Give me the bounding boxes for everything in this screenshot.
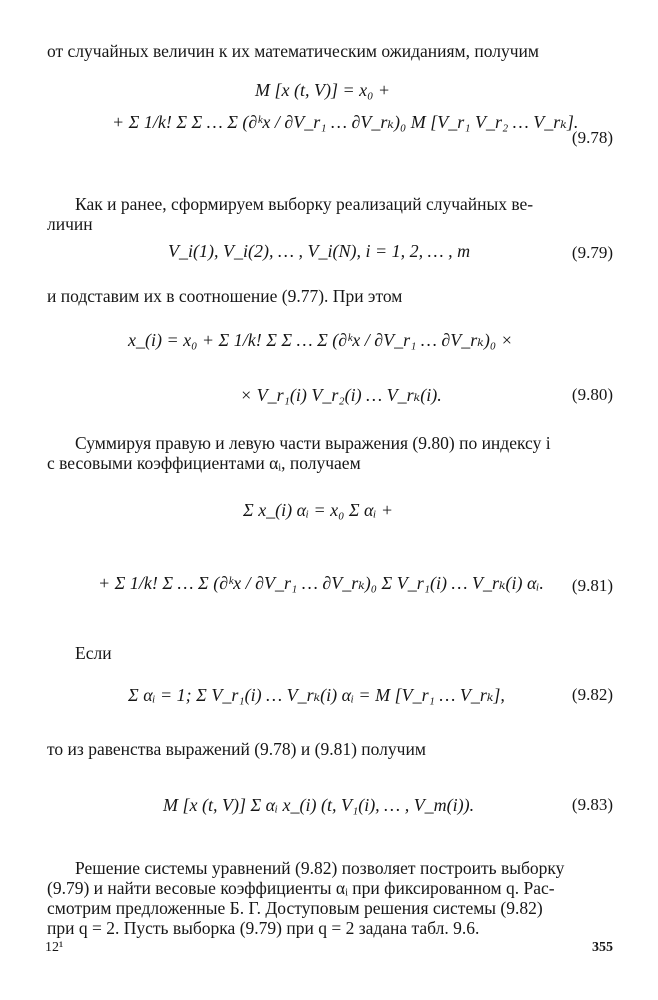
paragraph-5: то из равенства выражений (9.78) и (9.81) получим xyxy=(47,739,426,759)
paragraph-4: Если xyxy=(75,643,112,663)
equation-number-9-82: (9.82) xyxy=(571,685,613,704)
equation-number-9-79: (9.79) xyxy=(571,243,613,262)
page-number: 355 xyxy=(592,940,613,955)
equation-number-9-81: (9.81) xyxy=(571,576,613,595)
equation-9-80-line2: × V_r₁(i) V_r₂(i) … V_rₖ(i). xyxy=(240,385,442,405)
paragraph-6-line1: Решение системы уравнений (9.82) позволяет построить выборку xyxy=(75,858,565,878)
paragraph-6-line3: смотрим предложенные Б. Г. Доступовым решения системы (9.82) xyxy=(47,898,543,918)
equation-9-82: Σ αᵢ = 1; Σ V_r₁(i) … V_rₖ(i) αᵢ = M [V_r₁ … V_rₖ], xyxy=(128,685,505,705)
paragraph-2: и подставим их в соотношение (9.77). При этом xyxy=(47,286,403,306)
equation-9-78-line1 xyxy=(255,80,390,101)
signature-mark: 12¹ xyxy=(45,940,64,955)
paragraph-1-line1: Как и ранее, сформируем выборку реализаций случайных ве- xyxy=(75,194,534,214)
equation-number-9-78: (9.78) xyxy=(571,128,613,147)
eq978-line1-text: M [x (t, V)] = x₀ + xyxy=(255,80,391,100)
equation-9-83: M [x (t, V)] Σ αᵢ x_(i) (t, V₁(i), … , V_m(i)). xyxy=(163,795,475,815)
paragraph-1-line2: личин xyxy=(47,214,93,234)
paragraph-3-line2: с весовыми коэффициентами αᵢ, получаем xyxy=(47,453,361,473)
paragraph-3-line1: Суммируя правую и левую части выражения (9.80) по индексу i xyxy=(75,433,551,453)
equation-9-80-line1: x_(i) = x₀ + Σ 1/k! Σ Σ … Σ (∂ᵏx / ∂V_r₁ … ∂V_rₖ)₀ × xyxy=(128,330,513,350)
paragraph-6-line2: (9.79) и найти весовые коэффициенты αᵢ при фиксированном q. Рас- xyxy=(47,878,555,898)
equation-9-81-line2: + Σ 1/k! Σ … Σ (∂ᵏx / ∂V_r₁ … ∂V_rₖ)₀ Σ V_r₁(i) … V_rₖ(i) αᵢ. xyxy=(98,573,544,593)
equation-9-78-line2 xyxy=(112,112,578,133)
equation-number-9-80: (9.80) xyxy=(571,385,613,404)
paragraph-6-line4: при q = 2. Пусть выборка (9.79) при q = 2 задана табл. 9.6. xyxy=(47,918,480,938)
equation-9-79: V_i(1), V_i(2), … , V_i(N), i = 1, 2, … , m xyxy=(168,241,471,261)
eq978-line2-text: + Σ 1/k! Σ Σ … Σ (∂ᵏx / ∂V_r₁ … ∂V_rₖ)₀ M [V_r₁ V_r₂ … V_rₖ]. xyxy=(112,112,579,132)
equation-9-81-line1: Σ x_(i) αᵢ = x₀ Σ αᵢ + xyxy=(243,500,394,520)
equation-number-9-83: (9.83) xyxy=(571,795,613,814)
text-line-top: от случайных величин к их математическим ожиданиям, получим xyxy=(47,41,539,61)
